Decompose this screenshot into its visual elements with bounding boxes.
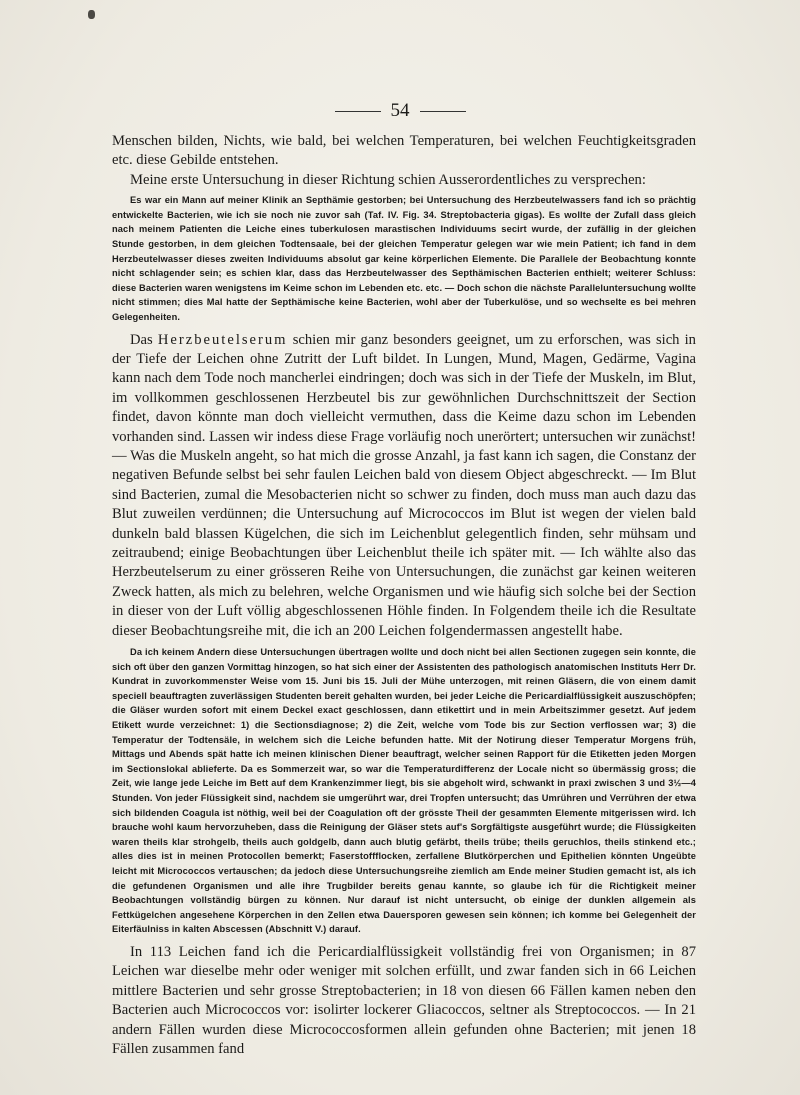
paragraph-4 [112,331,696,642]
paragraph-3-smallprint: Es war ein Mann auf meiner Klinik an Septhämie gestorben; bei Untersuchung des Herzbeutelwassers fand ich so prächtig entwickelte Bacterien, wie ich sie noch nie zuvor sah (Taf. IV. Fig. 34. Streptobacteria gigas). Es wollte der Zufall dass gleich nach meinem Patienten die Leiche eines tuberkulosen marastischen Individuums secirt wurde, der zufällig in der gleichen Stunde gestorben, in dem gleichen Todtensaale, bei der gleichen Temperatur gelegen war wie mein Patient; ich fand in dem Herzbeutelwasser dieses zweiten Individuums absolut gar keine körperlichen Elemente. Die Parallele der Beobachtung konnte nicht schlagender sein; es schien klar, dass das Herzbeutelwasser des Septhämischen Bacterien enthielt; weiterer Schluss: diese Bacterien waren wenigstens im Keime schon im Lebenden etc. etc. — Doch schon die nächste Paralleluntersuchung wollte nicht stimmen; dies Mal hatte der Septhämische keine Bacterien, wohl aber der Tuberkulöse, und so wechselte es bei mehren Gelegenheiten. [112,195,696,322]
paragraph-5-smallprint: Da ich keinem Andern diese Untersuchungen übertragen wollte und doch nicht bei allen Sectionen zugegen sein konnte, die sich oft über den ganzen Vormittag hinzogen, so hat sich einer der Assistenten des pathologisch anatomischen Instituts Herr Dr. Kundrat in zuvorkommenster Weise vom 15. Juni bis 15. Juli der Mühe unterzogen, mit reinen Gläsern, die von einem damit speciell beauftragten zuverlässigen Studenten bereit gehalten wurden, bei jeder Leiche die Pericardialflüssigkeit auszuschöpfen; die Gläser wurden sofort mit einem Deckel exact geschlossen, dann etikettirt und in mein Arbeitszimmer gesetzt. Auf jedem Etikett wurde verzeichnet: 1) die Sectionsdiagnose; 2) die Zeit, welche vom Tode bis zur Section verflossen war; 3) die Temperatur der Todtensäle, in welchem sich die Leiche befunden hatte. Mit der Notirung dieser Temperatur Morgens früh, Mittags und Abends spät hatte ich meinen klinischen Diener beauftragt, welcher seinen Rapport für die Etiketten jeden Morgen im Sectionslokal ablieferte. Da es Sommerzeit war, so war die Temperaturdifferenz der Locale nicht so übermässig gross; die Zeit, wie lange jede Leiche im Bett auf dem Krankenzimmer liegt, bis sie abgeholt wird, schwankt in praxi zwischen 3 und 3½—4 Stunden. Von jeder Flüssigkeit sind, nachdem sie umgerührt war, drei Tropfen untersucht; das Umrühren und Verrühren der etwa sich bildenden Coagula ist nöthig, weil bei der Coagulation oft der grösste Theil der gesammten Elemente mitgerissen wird. Ich brauche wohl kaum hervorzuheben, dass die Reinigung der Gläser stets auf's Sorgfältigste ausgeführt wurde; die Flüssigkeiten waren theils klar strohgelb, theils auch goldgelb, dann auch blutig gefärbt, theils trübe; theils geruchlos, theils stinkend etc.; alles dies ist in meinen Protocollen bemerkt; Faserstoffflocken, zerfallene Blutkörperchen und Epithelien könnten Ungeübte leicht mit Micrococcos vertauschen; da jedoch diese Untersuchungsreihe ziemlich am Ende meiner Studien gemacht ist, als ich die gefundenen Organismen und alle ihre Trugbilder bereits genau kannte, so glaube ich für die Richtigkeit meiner Beobachtungen vollständig bürgen zu können. Nur darauf ist nicht untersucht, ob einige der dunklen allgemein als Fettkügelchen angesehene Körperchen in den Zellen etwa Dauersporen gewesen sein können; ich komme bei Gelegenheit der Eiterfäulniss in kalten Abscessen (Abschnitt V.) darauf. [112,647,696,935]
paragraph-4-pre: Das [130,331,158,348]
header-rule-right [420,111,466,112]
paragraph-4-post: schien mir ganz besonders geeignet, um zu erforschen, was sich in der Tiefe der Leichen ohne Zutritt der Luft bildet. In Lungen, Mund, Magen, Gedärme, Vagina kann nach dem Tode noch mancherlei eindringen; doch was sich in der Tiefe der Muskeln, im Blut, im vollkommen geschlossenen Herzbeutel bis zur gewöhnlichen Durchschnittszeit der Section findet, davon könnte man doch vielleicht vermuthen, dass die Keime dazu schon im Lebenden vorhanden sind. Lassen wir indess diese Frage vorläufig noch unerörtert; untersuchen wir zunächst! — Was die Muskeln angeht, so hat mich die grosse Anzahl, ja fast kann ich sagen, die Constanz der negativen Befunde selbst bei sehr faulen Leichen bald von diesem Object abgeschreckt. — Im Blut sind Bacterien, zumal die Mesobacterien nicht so schwer zu finden, doch muss man auch dazu das Blut zuweilen verdünnen; die Untersuchung auf Micrococcos im Blut ist wegen der vielen bald dunkeln bald blassen Kügelchen, die sich im Leichenblut gelegentlich finden, sehr mühsam und zeitraubend; einige Beobachtungen über Leichenblut theile ich später mit. — Ich wählte also das Herzbeutelserum zu einer grösseren Reihe von Untersuchungen, die zunächst gar keinen weiteren Zweck hatten, als mich zu belehren, welche Organismen und wie häufig sich solche bei der Section in dieser von der Luft völlig abgeschlossenen Höhle finden. In Folgendem theile ich die Resultate dieser Beobachtungsreihe mit, die ich an 200 Leichen folgendermassen angestellt habe. [112,331,696,639]
header-rule-left [335,111,381,112]
paragraph-4-emphasis: Herzbeutelserum [157,331,288,348]
ink-speck [88,10,95,19]
paragraph-6: In 113 Leichen fand ich die Pericardialflüssigkeit vollständig frei von Organismen; in 87 Leichen war dieselbe mehr oder weniger mit solchen erfüllt, und zwar fanden sich in 66 Leichen mittlere Bacterien und sehr grosse Streptobacterien; in 18 von diesen 66 Fällen kamen neben den Bacterien auch Micrococcos vor: isolirter lockerer Gliacoccos, seltner als Streptococcos. — In 21 andern Fällen wurden diese Micrococcosformen allein gefunden ohne Bacterien; mit jenen 18 Fällen zusammen fand [112,943,696,1057]
page-header [0,100,800,122]
page-number: 54 [390,100,410,121]
body-text [112,132,696,1059]
paragraph-2: Meine erste Untersuchung in dieser Richtung schien Ausserordentliches zu versprechen: [130,171,646,188]
paragraph-1: Menschen bilden, Nichts, wie bald, bei welchen Temperaturen, bei welchen Feuchtigkeitsgraden etc. diese Gebilde entstehen. [112,133,696,169]
